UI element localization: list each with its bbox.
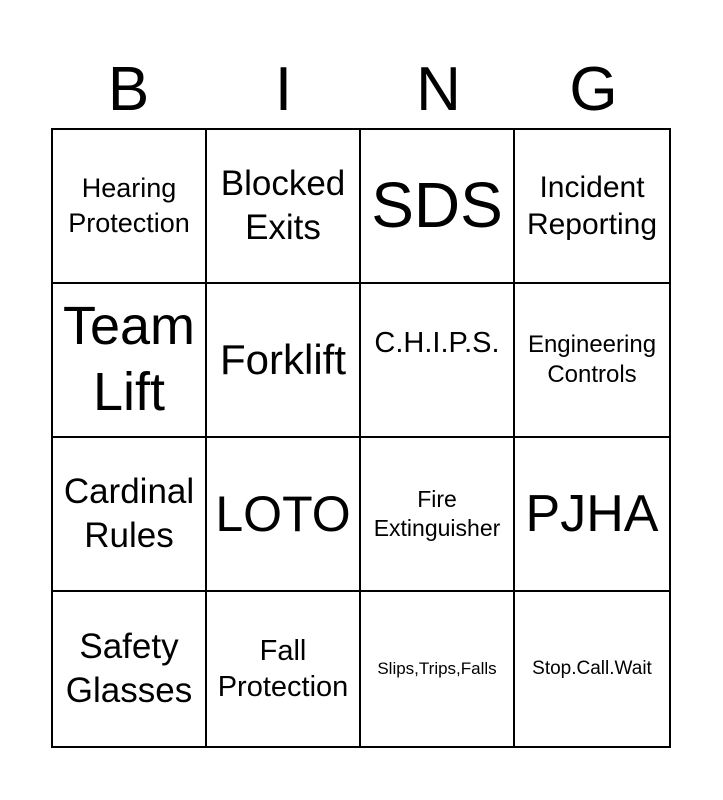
cell-label: Incident Reporting — [526, 170, 658, 241]
bingo-cell-slips-trips-falls[interactable] — [361, 592, 515, 746]
bingo-cell-pjha[interactable] — [515, 438, 669, 592]
bingo-cell-incident-reporting[interactable] — [515, 130, 669, 284]
bingo-cell-loto[interactable] — [207, 438, 361, 592]
cell-label: Fire Extinguisher — [373, 485, 501, 541]
cell-label: Forklift — [220, 336, 346, 384]
cell-label: LOTO — [215, 486, 351, 542]
bingo-cell-sds[interactable] — [361, 130, 515, 284]
bingo-cell-chips[interactable] — [361, 284, 515, 438]
bingo-cell-hearing-protection[interactable] — [53, 130, 207, 284]
cell-label: PJHA — [525, 484, 659, 543]
header-letter-n: N — [416, 55, 461, 124]
bingo-cell-engineering-controls[interactable] — [515, 284, 669, 438]
bingo-cell-cardinal-rules[interactable] — [53, 438, 207, 592]
header-letter-b: B — [107, 55, 150, 124]
cell-label: Blocked Exits — [220, 163, 346, 247]
cell-label: SDS — [371, 169, 503, 242]
cell-label: C.H.I.P.S. — [374, 326, 500, 359]
bingo-cell-fall-protection[interactable] — [207, 592, 361, 746]
cell-label: Team Lift — [62, 296, 196, 422]
cell-label: Cardinal Rules — [63, 472, 195, 555]
cell-label: Engineering Controls — [527, 331, 657, 388]
bingo-cell-fire-extinguisher[interactable] — [361, 438, 515, 592]
bingo-board — [51, 128, 671, 748]
header-letter-g: G — [569, 55, 618, 124]
bingo-cell-safety-glasses[interactable] — [53, 592, 207, 746]
cell-label: Slips,Trips,Falls — [377, 659, 497, 679]
header-letter-i: I — [274, 55, 293, 124]
bingo-cell-blocked-exits[interactable] — [207, 130, 361, 284]
bingo-cell-team-lift[interactable] — [53, 284, 207, 438]
cell-label: Fall Protection — [217, 634, 349, 703]
cell-label: Stop.Call.Wait — [532, 658, 652, 680]
cell-label: Safety Glasses — [65, 627, 193, 710]
cell-label: Hearing Protection — [68, 173, 190, 238]
bingo-header — [51, 52, 671, 128]
bingo-cell-stop-call-wait[interactable] — [515, 592, 669, 746]
bingo-cell-forklift[interactable] — [207, 284, 361, 438]
